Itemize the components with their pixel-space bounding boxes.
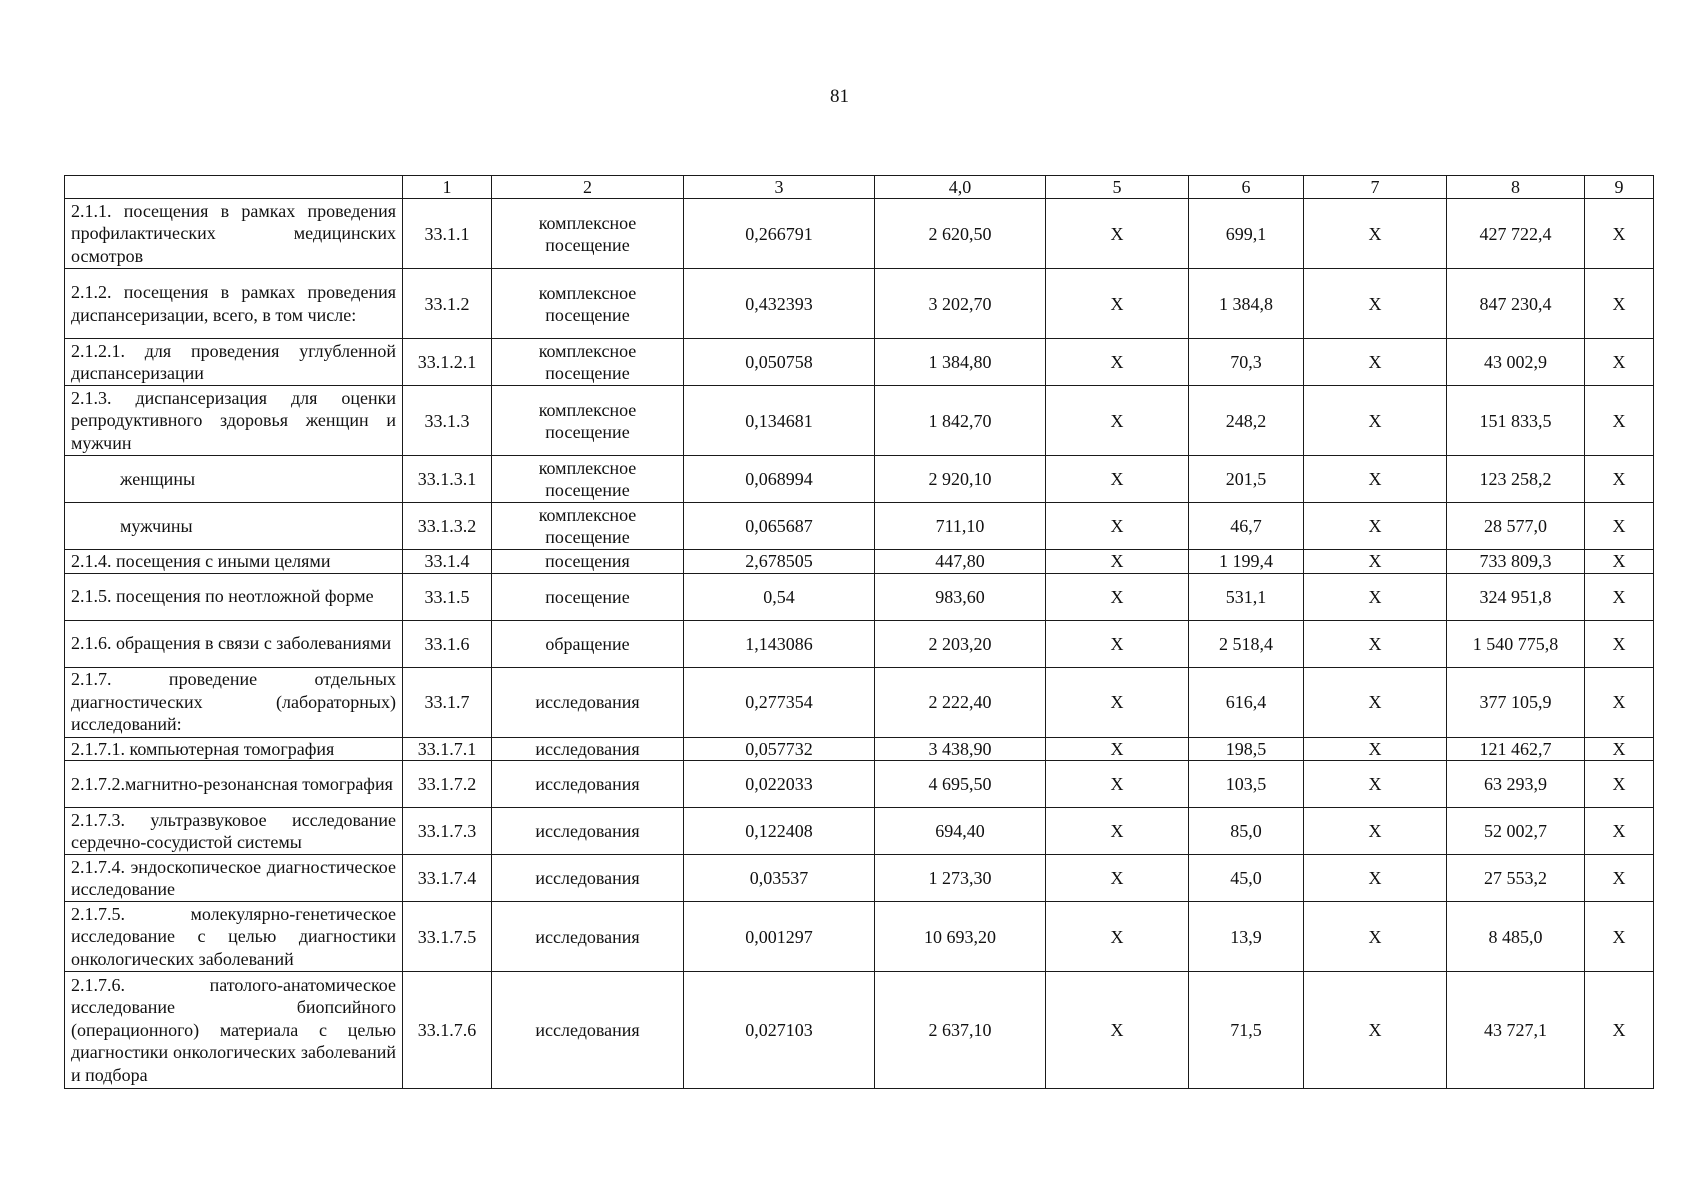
row-unit: исследования [492, 737, 684, 761]
data-table [64, 175, 1654, 1089]
table-row [65, 737, 1654, 761]
row-cost: 3 202,70 [875, 269, 1046, 339]
row-cost: 2 637,10 [875, 972, 1046, 1089]
row-col6: 70,3 [1189, 339, 1304, 386]
row-col8: 427 722,4 [1447, 199, 1585, 269]
row-col8: 28 577,0 [1447, 503, 1585, 550]
row-col6: 85,0 [1189, 808, 1304, 855]
row-col6: 13,9 [1189, 902, 1304, 972]
header-cell: 7 [1304, 176, 1447, 199]
row-name: 2.1.4. посещения с иными целями [65, 550, 403, 574]
row-col9: X [1585, 620, 1654, 667]
row-col5: X [1046, 737, 1189, 761]
row-col8: 63 293,9 [1447, 761, 1585, 808]
row-unit: исследования [492, 667, 684, 737]
row-code: 33.1.7.5 [403, 902, 492, 972]
row-col7: X [1304, 339, 1447, 386]
row-unit: комплексное посещение [492, 386, 684, 456]
row-code: 33.1.5 [403, 573, 492, 620]
row-unit: комплексное посещение [492, 456, 684, 503]
row-col9: X [1585, 456, 1654, 503]
row-name: 2.1.7.4. эндоскопическое диагностическое исследование [65, 855, 403, 902]
row-col9: X [1585, 269, 1654, 339]
table-row [65, 199, 1654, 269]
row-col5: X [1046, 761, 1189, 808]
row-unit: исследования [492, 761, 684, 808]
row-col8: 27 553,2 [1447, 855, 1585, 902]
row-indicator: 0,432393 [684, 269, 875, 339]
row-col7: X [1304, 972, 1447, 1089]
row-code: 33.1.7.4 [403, 855, 492, 902]
row-col5: X [1046, 386, 1189, 456]
row-col6: 616,4 [1189, 667, 1304, 737]
row-indicator: 0,001297 [684, 902, 875, 972]
row-cost: 1 273,30 [875, 855, 1046, 902]
row-col9: X [1585, 573, 1654, 620]
row-code: 33.1.7.2 [403, 761, 492, 808]
row-col9: X [1585, 339, 1654, 386]
row-col9: X [1585, 855, 1654, 902]
row-col7: X [1304, 503, 1447, 550]
row-indicator: 2,678505 [684, 550, 875, 574]
header-cell: 3 [684, 176, 875, 199]
row-col5: X [1046, 550, 1189, 574]
table-row [65, 855, 1654, 902]
row-indicator: 0,027103 [684, 972, 875, 1089]
row-col5: X [1046, 808, 1189, 855]
row-col8: 151 833,5 [1447, 386, 1585, 456]
row-name: 2.1.3. диспансеризация для оценки репродуктивного здоровья женщин и мужчин [65, 386, 403, 456]
row-col6: 198,5 [1189, 737, 1304, 761]
row-col6: 2 518,4 [1189, 620, 1304, 667]
header-cell: 8 [1447, 176, 1585, 199]
row-cost: 983,60 [875, 573, 1046, 620]
row-col9: X [1585, 199, 1654, 269]
row-col8: 847 230,4 [1447, 269, 1585, 339]
table-row [65, 503, 1654, 550]
row-indicator: 0,057732 [684, 737, 875, 761]
table-row [65, 456, 1654, 503]
row-cost: 2 620,50 [875, 199, 1046, 269]
row-name: 2.1.6. обращения в связи с заболеваниями [65, 620, 403, 667]
row-col8: 52 002,7 [1447, 808, 1585, 855]
row-col8: 121 462,7 [1447, 737, 1585, 761]
row-indicator: 0,122408 [684, 808, 875, 855]
header-cell: 9 [1585, 176, 1654, 199]
row-code: 33.1.3 [403, 386, 492, 456]
row-cost: 4 695,50 [875, 761, 1046, 808]
row-name: мужчины [65, 503, 403, 550]
row-col6: 1 199,4 [1189, 550, 1304, 574]
row-col9: X [1585, 737, 1654, 761]
row-col5: X [1046, 456, 1189, 503]
row-unit: исследования [492, 972, 684, 1089]
row-unit: комплексное посещение [492, 199, 684, 269]
header-cell: 6 [1189, 176, 1304, 199]
row-unit: комплексное посещение [492, 269, 684, 339]
row-unit: исследования [492, 902, 684, 972]
row-col7: X [1304, 667, 1447, 737]
row-indicator: 1,143086 [684, 620, 875, 667]
row-name: 2.1.2. посещения в рамках проведения диспансеризации, всего, в том числе: [65, 269, 403, 339]
row-col6: 248,2 [1189, 386, 1304, 456]
row-name: 2.1.7.6. патолого-анатомическое исследование биопсийного (операционного) материала с целью диагностики онкологических заболеваний и подбора [65, 972, 403, 1089]
row-col5: X [1046, 855, 1189, 902]
table-row [65, 269, 1654, 339]
row-code: 33.1.6 [403, 620, 492, 667]
row-cost: 2 920,10 [875, 456, 1046, 503]
row-code: 33.1.7.3 [403, 808, 492, 855]
row-col7: X [1304, 761, 1447, 808]
row-cost: 2 222,40 [875, 667, 1046, 737]
row-col8: 43 727,1 [1447, 972, 1585, 1089]
row-code: 33.1.7.1 [403, 737, 492, 761]
row-col8: 324 951,8 [1447, 573, 1585, 620]
row-code: 33.1.2.1 [403, 339, 492, 386]
row-cost: 694,40 [875, 808, 1046, 855]
row-cost: 447,80 [875, 550, 1046, 574]
row-cost: 2 203,20 [875, 620, 1046, 667]
row-col8: 377 105,9 [1447, 667, 1585, 737]
row-code: 33.1.4 [403, 550, 492, 574]
row-col8: 123 258,2 [1447, 456, 1585, 503]
table-row [65, 386, 1654, 456]
row-code: 33.1.3.1 [403, 456, 492, 503]
row-col7: X [1304, 573, 1447, 620]
row-col6: 1 384,8 [1189, 269, 1304, 339]
row-indicator: 0,134681 [684, 386, 875, 456]
row-col5: X [1046, 573, 1189, 620]
row-col8: 8 485,0 [1447, 902, 1585, 972]
row-col9: X [1585, 808, 1654, 855]
row-col7: X [1304, 855, 1447, 902]
header-row [65, 176, 1654, 199]
row-indicator: 0,065687 [684, 503, 875, 550]
row-indicator: 0,266791 [684, 199, 875, 269]
row-col9: X [1585, 386, 1654, 456]
table-row [65, 550, 1654, 574]
row-col8: 733 809,3 [1447, 550, 1585, 574]
row-indicator: 0,03537 [684, 855, 875, 902]
table-row [65, 573, 1654, 620]
row-indicator: 0,068994 [684, 456, 875, 503]
row-name: 2.1.7.5. молекулярно-генетическое исследование с целью диагностики онкологических заболеваний [65, 902, 403, 972]
row-col7: X [1304, 902, 1447, 972]
row-name: 2.1.7.2.магнитно-резонансная томография [65, 761, 403, 808]
row-col8: 43 002,9 [1447, 339, 1585, 386]
row-code: 33.1.1 [403, 199, 492, 269]
header-cell: 4,0 [875, 176, 1046, 199]
table-row [65, 339, 1654, 386]
table-row [65, 667, 1654, 737]
row-col9: X [1585, 972, 1654, 1089]
row-indicator: 0,54 [684, 573, 875, 620]
row-col6: 103,5 [1189, 761, 1304, 808]
row-col6: 531,1 [1189, 573, 1304, 620]
table-row [65, 902, 1654, 972]
header-cell [65, 176, 403, 199]
row-col5: X [1046, 269, 1189, 339]
row-indicator: 0,050758 [684, 339, 875, 386]
row-col9: X [1585, 550, 1654, 574]
row-col7: X [1304, 808, 1447, 855]
row-col7: X [1304, 620, 1447, 667]
row-cost: 10 693,20 [875, 902, 1046, 972]
row-cost: 3 438,90 [875, 737, 1046, 761]
row-code: 33.1.3.2 [403, 503, 492, 550]
row-name: 2.1.2.1. для проведения углубленной диспансеризации [65, 339, 403, 386]
row-code: 33.1.2 [403, 269, 492, 339]
row-col5: X [1046, 339, 1189, 386]
row-col7: X [1304, 386, 1447, 456]
table-row [65, 972, 1654, 1089]
row-cost: 711,10 [875, 503, 1046, 550]
row-col9: X [1585, 902, 1654, 972]
row-name: 2.1.1. посещения в рамках проведения профилактических медицинских осмотров [65, 199, 403, 269]
row-name: 2.1.7.1. компьютерная томография [65, 737, 403, 761]
row-col5: X [1046, 667, 1189, 737]
row-col6: 201,5 [1189, 456, 1304, 503]
row-code: 33.1.7 [403, 667, 492, 737]
row-cost: 1 842,70 [875, 386, 1046, 456]
row-col5: X [1046, 503, 1189, 550]
row-col9: X [1585, 667, 1654, 737]
row-unit: исследования [492, 808, 684, 855]
row-col6: 45,0 [1189, 855, 1304, 902]
row-col7: X [1304, 269, 1447, 339]
row-unit: посещение [492, 573, 684, 620]
header-cell: 5 [1046, 176, 1189, 199]
row-indicator: 0,277354 [684, 667, 875, 737]
row-col6: 46,7 [1189, 503, 1304, 550]
row-col5: X [1046, 902, 1189, 972]
row-col7: X [1304, 199, 1447, 269]
row-code: 33.1.7.6 [403, 972, 492, 1089]
row-unit: обращение [492, 620, 684, 667]
row-col8: 1 540 775,8 [1447, 620, 1585, 667]
row-name: женщины [65, 456, 403, 503]
row-col9: X [1585, 761, 1654, 808]
row-name: 2.1.7. проведение отдельных диагностических (лабораторных) исследований: [65, 667, 403, 737]
row-indicator: 0,022033 [684, 761, 875, 808]
page-number: 81 [830, 86, 849, 107]
row-name: 2.1.5. посещения по неотложной форме [65, 573, 403, 620]
row-col7: X [1304, 550, 1447, 574]
row-col9: X [1585, 503, 1654, 550]
row-col5: X [1046, 972, 1189, 1089]
row-unit: комплексное посещение [492, 339, 684, 386]
row-cost: 1 384,80 [875, 339, 1046, 386]
header-cell: 1 [403, 176, 492, 199]
header-cell: 2 [492, 176, 684, 199]
row-col7: X [1304, 737, 1447, 761]
row-name: 2.1.7.3. ультразвуковое исследование сердечно-сосудистой системы [65, 808, 403, 855]
row-col7: X [1304, 456, 1447, 503]
row-col5: X [1046, 199, 1189, 269]
row-unit: комплексное посещение [492, 503, 684, 550]
row-unit: исследования [492, 855, 684, 902]
row-unit: посещения [492, 550, 684, 574]
row-col5: X [1046, 620, 1189, 667]
row-col6: 699,1 [1189, 199, 1304, 269]
table-row [65, 761, 1654, 808]
table-row [65, 620, 1654, 667]
row-col6: 71,5 [1189, 972, 1304, 1089]
table-row [65, 808, 1654, 855]
